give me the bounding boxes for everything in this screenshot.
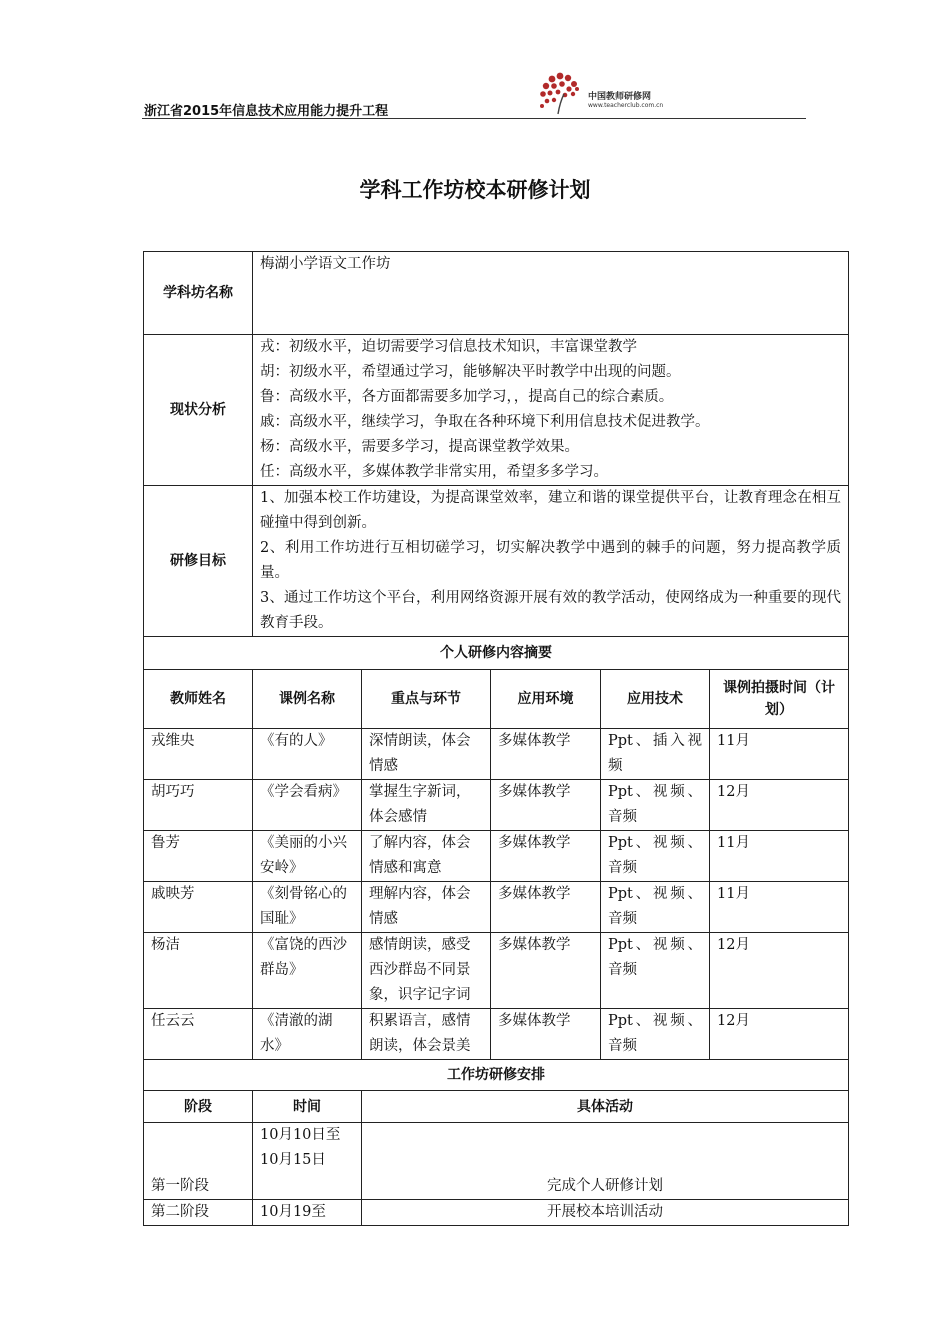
col-header-environment: 应用环境 bbox=[491, 670, 601, 729]
cell-lesson: 《富饶的西沙群岛》 bbox=[253, 933, 362, 1009]
cell-teacher: 胡巧巧 bbox=[144, 780, 253, 831]
col-header-period: 时间 bbox=[253, 1091, 362, 1123]
cell-focus: 积累语言，感情朗读，体会景美 bbox=[362, 1009, 491, 1060]
page-header bbox=[142, 70, 806, 120]
cell-technology: Ppt、视频、音频 bbox=[601, 780, 710, 831]
cell-period: 10月19至 bbox=[253, 1200, 362, 1226]
cell-focus: 理解内容，体会情感 bbox=[362, 882, 491, 933]
cell-focus: 深情朗读，体会情感 bbox=[362, 729, 491, 780]
col-header-technology: 应用技术 bbox=[601, 670, 710, 729]
analysis-line: 任：高级水平，多媒体教学非常实用，希望多多学习。 bbox=[260, 464, 608, 480]
analysis-line: 杨：高级水平，需要多学习，提高课堂教学效果。 bbox=[260, 439, 579, 455]
cell-teacher: 鲁芳 bbox=[144, 831, 253, 882]
header-org-text: 浙江省2015年信息技术应用能力提升工程 bbox=[144, 104, 389, 119]
table-row bbox=[144, 1123, 849, 1200]
flower-logo-icon bbox=[538, 70, 586, 116]
col-header-time: 课例拍摄时间（计划） bbox=[710, 670, 849, 729]
analysis-line: 鲁：高级水平，各方面都需要多加学习，，提高自己的综合素质。 bbox=[260, 389, 674, 405]
teacherclub-logo bbox=[538, 70, 678, 116]
cell-environment: 多媒体教学 bbox=[491, 729, 601, 780]
cell-focus: 掌握生字新词，体会感情 bbox=[362, 780, 491, 831]
workshop-name-label: 学科坊名称 bbox=[144, 252, 253, 335]
schedule-section-title: 工作坊研修安排 bbox=[144, 1060, 849, 1091]
table-row bbox=[144, 831, 849, 882]
schedule-header-row bbox=[144, 1091, 849, 1123]
logo-url: www.teacherclub.com.cn bbox=[588, 102, 664, 109]
analysis-content bbox=[253, 335, 849, 486]
page-title: 学科工作坊校本研修计划 bbox=[359, 178, 591, 202]
cell-lesson: 《学会看病》 bbox=[253, 780, 362, 831]
personal-header-row bbox=[144, 670, 849, 729]
cell-activity: 完成个人研修计划 bbox=[362, 1123, 849, 1200]
cell-environment: 多媒体教学 bbox=[491, 882, 601, 933]
cell-teacher: 杨洁 bbox=[144, 933, 253, 1009]
table-row bbox=[144, 729, 849, 780]
cell-environment: 多媒体教学 bbox=[491, 1009, 601, 1060]
cell-teacher: 戎维央 bbox=[144, 729, 253, 780]
table-row bbox=[144, 1200, 849, 1226]
analysis-row bbox=[144, 335, 849, 486]
goal-item: 1、加强本校工作坊建设，为提高课堂效率，建立和谐的课堂提供平台，让教育理念在相互碰撞中得到创新。 bbox=[260, 490, 842, 531]
plan-table bbox=[143, 251, 849, 1226]
col-header-focus: 重点与环节 bbox=[362, 670, 491, 729]
cell-technology: Ppt、视频、音频 bbox=[601, 882, 710, 933]
cell-environment: 多媒体教学 bbox=[491, 831, 601, 882]
analysis-line: 胡：初级水平，希望通过学习，能够解决平时教学中出现的问题。 bbox=[260, 364, 681, 380]
cell-lesson: 《刻骨铭心的国耻》 bbox=[253, 882, 362, 933]
cell-stage: 第一阶段 bbox=[144, 1123, 253, 1200]
goal-item: 3、通过工作坊这个平台，利用网络资源开展有效的教学活动，使网络成为一种重要的现代教育手段。 bbox=[260, 590, 842, 631]
cell-technology: Ppt、视频、音频 bbox=[601, 1009, 710, 1060]
cell-focus: 感情朗读，感受西沙群岛不同景象，识字记字词 bbox=[362, 933, 491, 1009]
goals-label: 研修目标 bbox=[144, 486, 253, 637]
workshop-name-value: 梅湖小学语文工作坊 bbox=[253, 252, 849, 335]
logo-name: 中国教师研修网 bbox=[588, 92, 652, 102]
col-header-lesson: 课例名称 bbox=[253, 670, 362, 729]
table-row bbox=[144, 882, 849, 933]
cell-time: 11月 bbox=[710, 729, 849, 780]
cell-technology: Ppt、插入视频 bbox=[601, 729, 710, 780]
cell-time: 12月 bbox=[710, 780, 849, 831]
col-header-teacher: 教师姓名 bbox=[144, 670, 253, 729]
cell-lesson: 《清澈的湖水》 bbox=[253, 1009, 362, 1060]
analysis-label: 现状分析 bbox=[144, 335, 253, 486]
personal-section-title: 个人研修内容摘要 bbox=[144, 637, 849, 670]
table-row bbox=[144, 1009, 849, 1060]
cell-activity: 开展校本培训活动 bbox=[362, 1200, 849, 1226]
cell-teacher: 任云云 bbox=[144, 1009, 253, 1060]
cell-environment: 多媒体教学 bbox=[491, 780, 601, 831]
col-header-activity: 具体活动 bbox=[362, 1091, 849, 1123]
cell-focus: 了解内容，体会情感和寓意 bbox=[362, 831, 491, 882]
personal-section-row bbox=[144, 637, 849, 670]
workshop-name-row bbox=[144, 252, 849, 335]
col-header-stage: 阶段 bbox=[144, 1091, 253, 1123]
goals-row bbox=[144, 486, 849, 637]
analysis-line: 戎：初级水平，迫切需要学习信息技术知识，丰富课堂教学 bbox=[260, 339, 637, 355]
cell-technology: Ppt、视频、音频 bbox=[601, 831, 710, 882]
goal-item: 2、利用工作坊进行互相切磋学习，切实解决教学中遇到的棘手的问题，努力提高教学质量。 bbox=[260, 540, 842, 581]
cell-technology: Ppt、视频、音频 bbox=[601, 933, 710, 1009]
analysis-line: 戚：高级水平，继续学习，争取在各种环境下利用信息技术促进教学。 bbox=[260, 414, 710, 430]
cell-time: 12月 bbox=[710, 933, 849, 1009]
table-row bbox=[144, 933, 849, 1009]
goals-content bbox=[253, 486, 849, 637]
cell-period: 10月10日至10月15日 bbox=[253, 1123, 362, 1200]
table-row bbox=[144, 780, 849, 831]
header-divider bbox=[142, 118, 806, 119]
cell-environment: 多媒体教学 bbox=[491, 933, 601, 1009]
schedule-section-row bbox=[144, 1060, 849, 1091]
cell-lesson: 《有的人》 bbox=[253, 729, 362, 780]
cell-lesson: 《美丽的小兴安岭》 bbox=[253, 831, 362, 882]
cell-teacher: 戚映芳 bbox=[144, 882, 253, 933]
cell-time: 11月 bbox=[710, 831, 849, 882]
cell-stage: 第二阶段 bbox=[144, 1200, 253, 1226]
cell-time: 12月 bbox=[710, 1009, 849, 1060]
cell-time: 11月 bbox=[710, 882, 849, 933]
